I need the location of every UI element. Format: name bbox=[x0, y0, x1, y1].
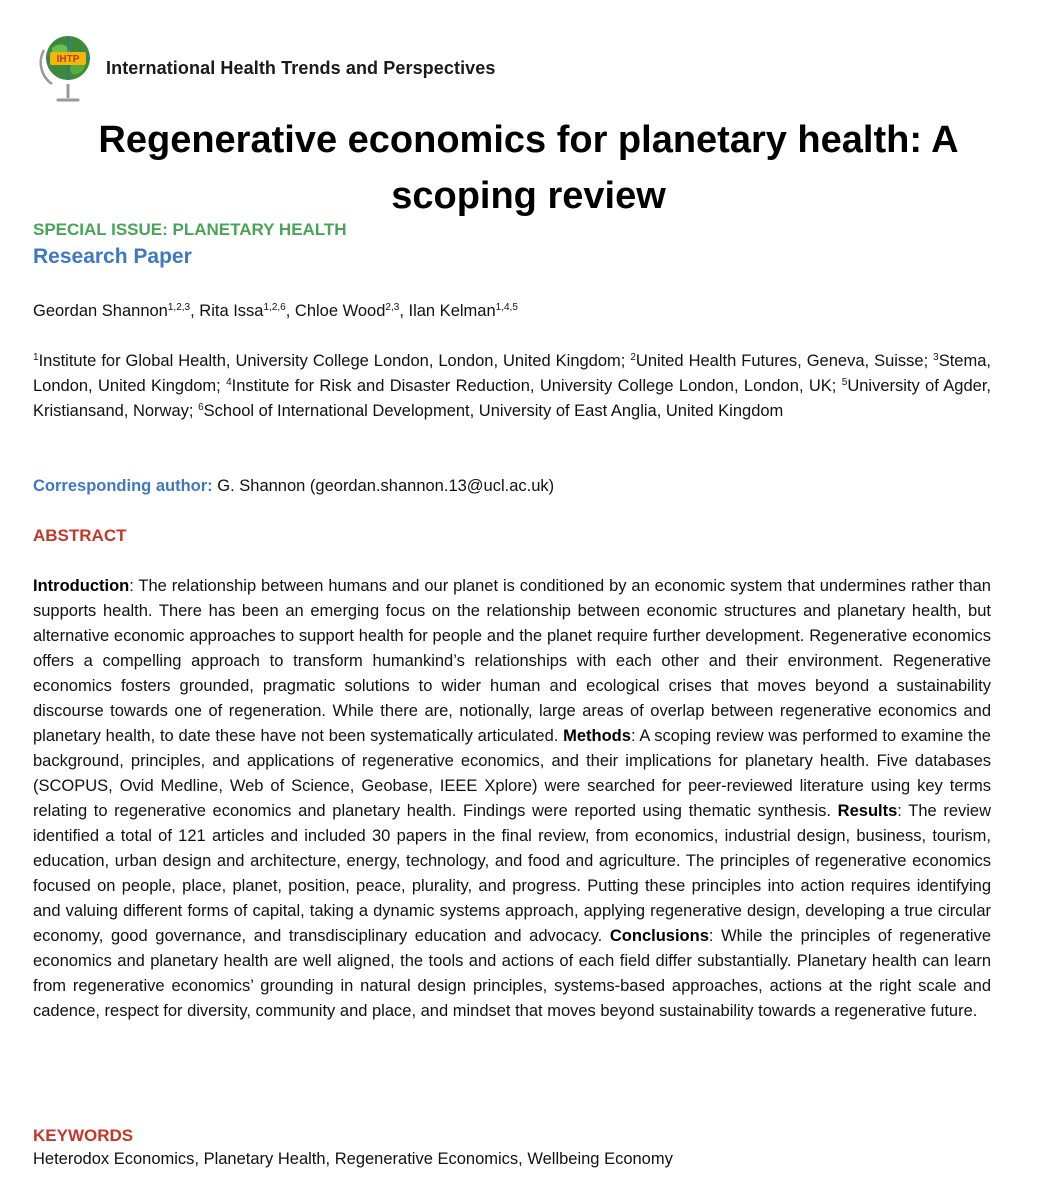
paper-type-label: Research Paper bbox=[33, 245, 192, 268]
affiliation: School of International Development, University of East Anglia, United Kingdom bbox=[203, 402, 784, 420]
logo-text: IHTP bbox=[56, 54, 80, 65]
affil-sup: 6 bbox=[198, 402, 204, 413]
author-name: Ilan Kelman bbox=[408, 302, 496, 320]
introduction-label: Introduction bbox=[33, 577, 130, 595]
author-name: Geordan Shannon bbox=[33, 302, 168, 320]
affiliation: Institute for Global Health, University College London, London, United Kingdom; bbox=[38, 352, 626, 370]
paper-title: Regenerative economics for planetary health: A scoping review bbox=[98, 119, 959, 217]
methods-label: Methods bbox=[563, 727, 631, 745]
author-list: Geordan Shannon$^{1,2,3}$, Rita Issa$^{1,2,6}$, Chloe Wood$^{2,3}$, Ilan Kelman$^{1,4,5}$ bbox=[33, 302, 518, 320]
corresponding-author-label: Corresponding author bbox=[33, 477, 208, 495]
author-name: Rita Issa bbox=[199, 302, 264, 320]
corresponding-author-contact: G. Shannon (geordan.shannon.13@ucl.ac.uk) bbox=[217, 477, 555, 495]
author-affil-sup: 1,2,3 bbox=[167, 302, 191, 313]
special-issue-label: SPECIAL ISSUE: PLANETARY HEALTH bbox=[33, 220, 347, 239]
results-label: Results bbox=[837, 802, 898, 820]
conclusions-text: While the principles of regenerative economics and planetary health are well aligned, the tools and actions of each field differ substantially. Planetary health can learn from regenerative economics’ grounding in natural design principles, systems-based approaches, actions at the right scale and cadence, respect for diversity, community and place, and mindset that moves beyond sustainability towards a regenerative future. bbox=[33, 927, 992, 1020]
affil-sup: 3 bbox=[933, 352, 939, 363]
affil-sup: 5 bbox=[841, 377, 848, 388]
affil-sup: 2 bbox=[630, 352, 636, 363]
keywords-heading: KEYWORDS bbox=[33, 1126, 134, 1145]
results-text: The review identified a total of 121 articles and included 30 papers in the final review, from economics, industrial design, business, tourism, education, urban design and architecture, energy, technology, and food and agriculture. The principles of regenerative economics focused on people, place, planet, position, peace, plurality, and progress. Putting these principles into action requires identifying and valuing different forms of capital, taking a dynamic systems approach, applying regenerative design, developing a true circular economy, good governance, and transdisciplinary education and advocacy. bbox=[33, 802, 991, 945]
keywords-list: Heterodox Economics, Planetary Health, Regenerative Economics, Wellbeing Economy bbox=[33, 1150, 673, 1168]
affiliation: Stema, London, United Kingdom; bbox=[33, 352, 991, 395]
affiliation: United Health Futures, Geneva, Suisse; bbox=[635, 352, 929, 370]
corresponding-author: Corresponding author: G. Shannon (geordan.shannon.13@ucl.ac.uk) bbox=[33, 477, 555, 495]
author-affil-sup: 1,2,6 bbox=[263, 302, 286, 313]
journal-logo-globe-icon bbox=[38, 30, 106, 110]
affiliation: Institute for Risk and Disaster Reduction, University College London, London, UK; bbox=[231, 377, 837, 395]
affil-sup: 1 bbox=[33, 352, 39, 363]
methods-text: A scoping review was performed to examine the background, principles, and applications of regenerative economics, and their implications for planetary health. Five databases (SCOPUS, Ovid Medline, Web of Science, Geobase, IEEE Xplore) were searched for peer-reviewed literature using key terms relating to regenerative economics and planetary health. Findings were reported using thematic synthesis. bbox=[33, 727, 991, 820]
author-name: Chloe Wood bbox=[294, 302, 386, 320]
author-affil-sup: 1,4,5 bbox=[495, 302, 518, 313]
affiliations bbox=[33, 349, 991, 424]
affil-sup: 4 bbox=[226, 377, 232, 388]
abstract-body: Introduction: The relationship between humans and our planet is conditioned by an economic system that undermines rather than supports health. There has been an emerging focus on the relationship between economic structures and planetary health, but alternative economic approaches to support health for people and the planet require further development. Regenerative economics offers a compelling approach to transform humankind’s relationships with each other and their environment. Regenerative economics fosters grounded, pragmatic solutions to wider human and ecological crises that moves beyond a sustainability discourse towards one of regeneration. While there are, notionally, large areas of overlap between regenerative economics and planetary health, to date these have not been systematically articulated. Methods: A scoping review was performed to examine the background, principles, and applications of regenerative economics, and their implications for planetary health. Five databases (SCOPUS, Ovid Medline, Web of Science, Geobase, IEEE Xplore) were searched for peer-reviewed literature using key terms relating to regenerative economics and planetary health. Findings were reported using thematic synthesis. Results: The review identified a total of 121 articles and included 30 papers in the final review, from economics, industrial design, business, tourism, education, urban design and architecture, energy, technology, and food and agriculture. The principles of regenerative economics focused on people, place, planet, position, peace, plurality, and progress. Putting these principles into action requires identifying and valuing different forms of capital, taking a dynamic systems approach, applying regenerative design, developing a true circular economy, good governance, and transdisciplinary education and advocacy. Conclusions: While the principles of regenerative economics and planetary health are well aligned, the tools and actions of each field differ substantially. Planetary health can learn from regenerative economics’ grounding in natural design principles, systems-based approaches, actions at the right scale and cadence, respect for diversity, community and place, and mindset that moves beyond sustainability towards a regenerative future. bbox=[33, 577, 992, 1020]
affiliation: University of Agder, Kristiansand, Norway; bbox=[33, 377, 991, 420]
conclusions-label: Conclusions bbox=[609, 927, 709, 945]
author-affil-sup: 2,3 bbox=[385, 302, 400, 313]
abstract-heading: ABSTRACT bbox=[33, 526, 127, 545]
introduction-text: The relationship between humans and our planet is conditioned by an economic system that undermines rather than supports health. There has been an emerging focus on the relationship between economic structures and planetary health, but alternative economic approaches to support health for people and the planet require further development. Regenerative economics offers a compelling approach to transform humankind’s relationships with each other and their environment. Regenerative economics fosters grounded, pragmatic solutions to wider human and ecological crises that moves beyond a sustainability discourse towards one of regeneration. While there are, notionally, large areas of overlap between regenerative economics and planetary health, to date these have not been systematically articulated. bbox=[33, 577, 991, 745]
journal-name: International Health Trends and Perspectives bbox=[106, 58, 496, 78]
